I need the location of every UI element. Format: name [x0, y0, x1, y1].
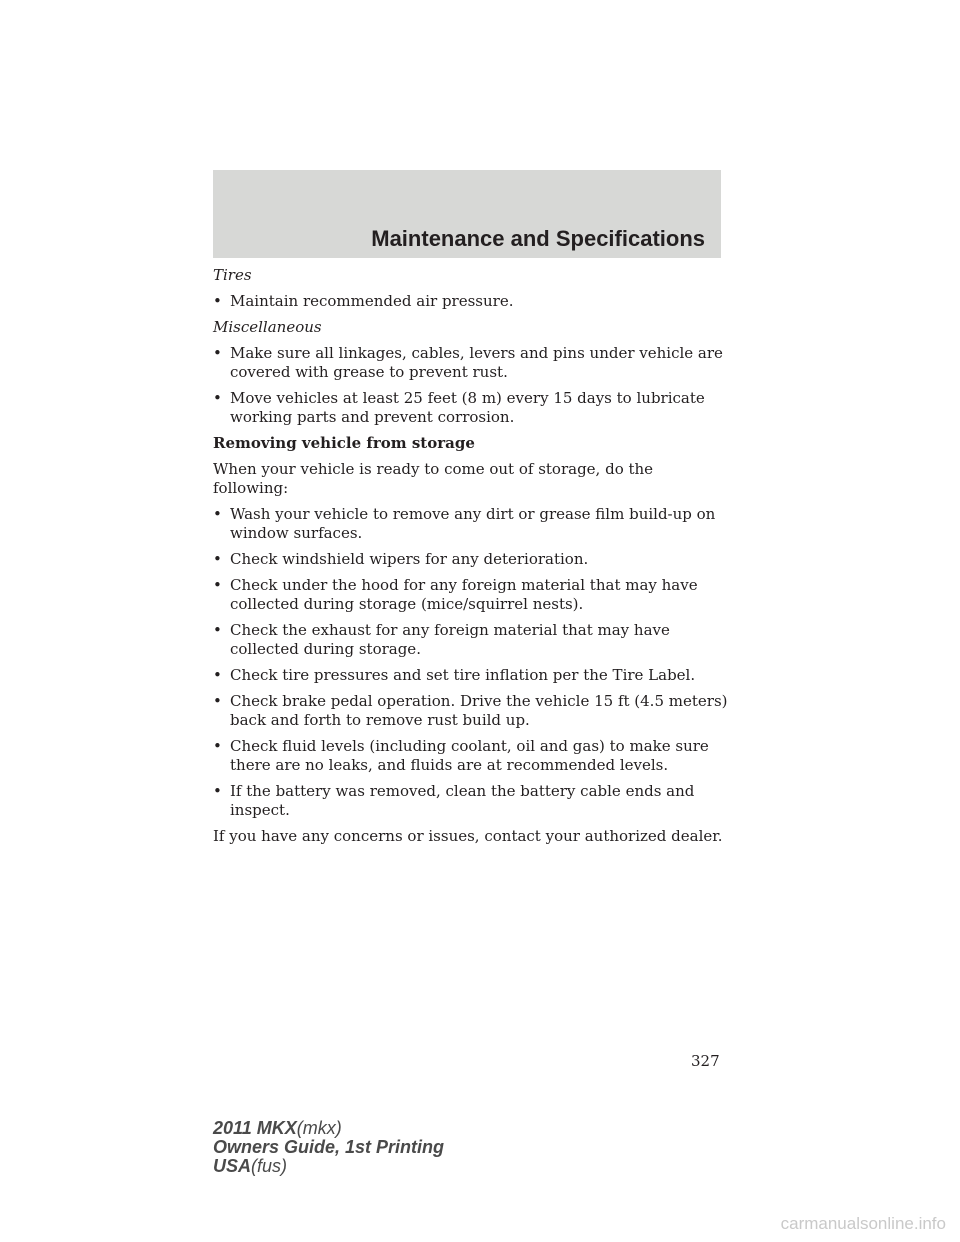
- removing-list: [213, 505, 728, 820]
- list-item-text: Make sure all linkages, cables, levers and pins under vehicle are covered with grease to prevent rust.: [230, 344, 723, 381]
- footer-market-code: (fus): [251, 1156, 288, 1176]
- bullet-icon: •: [213, 389, 222, 407]
- list-item-text: Maintain recommended air pressure.: [230, 292, 514, 310]
- list-item: [213, 576, 728, 614]
- misc-heading: Miscellaneous: [213, 318, 322, 336]
- list-item: [213, 505, 728, 543]
- print-footer: [213, 1119, 444, 1176]
- bullet-icon: •: [213, 692, 222, 710]
- tires-list: [213, 292, 728, 311]
- list-item-text: Wash your vehicle to remove any dirt or grease film build-up on window surfaces.: [230, 505, 716, 542]
- list-item: [213, 550, 728, 569]
- footer-printing: Owners Guide, 1st Printing: [213, 1137, 445, 1157]
- list-item-text: Check brake pedal operation. Drive the vehicle 15 ft (4.5 meters) back and forth to remove rust build up.: [230, 692, 728, 729]
- list-item-text: Move vehicles at least 25 feet (8 m) every 15 days to lubricate working parts and prevent corrosion.: [230, 389, 705, 426]
- footer-line-3: [213, 1157, 444, 1176]
- list-item: [213, 782, 728, 820]
- footer-model-code: (mkx): [296, 1118, 342, 1138]
- removing-intro: When your vehicle is ready to come out of storage, do the following:: [213, 460, 654, 497]
- list-item-text: Check fluid levels (including coolant, oil and gas) to make sure there are no leaks, and fluids are at recommended levels.: [230, 737, 709, 774]
- list-item-text: Check under the hood for any foreign material that may have collected during storage (mice/squirrel nests).: [230, 576, 698, 613]
- list-item-text: If the battery was removed, clean the battery cable ends and inspect.: [230, 782, 695, 819]
- bullet-icon: •: [213, 292, 222, 310]
- list-item: [213, 292, 728, 311]
- list-item: [213, 389, 728, 427]
- list-item: [213, 692, 728, 730]
- bullet-icon: •: [213, 550, 222, 568]
- tires-heading: Tires: [213, 266, 252, 284]
- bullet-icon: •: [213, 621, 222, 639]
- list-item-text: Check windshield wipers for any deterioration.: [230, 550, 589, 568]
- misc-list: [213, 344, 728, 427]
- page-content: [213, 266, 728, 853]
- section-header-band: [213, 170, 721, 258]
- footer-line-2: [213, 1138, 444, 1157]
- footer-line-1: [213, 1119, 444, 1138]
- bullet-icon: •: [213, 344, 222, 362]
- list-item-text: Check tire pressures and set tire inflation per the Tire Label.: [230, 666, 696, 684]
- list-item: [213, 621, 728, 659]
- footer-market: USA: [213, 1156, 252, 1176]
- bullet-icon: •: [213, 505, 222, 523]
- footer-model: 2011 MKX: [213, 1118, 297, 1138]
- page-number: 327: [691, 1052, 720, 1070]
- removing-heading: Removing vehicle from storage: [213, 434, 475, 452]
- bullet-icon: •: [213, 576, 222, 594]
- list-item: [213, 344, 728, 382]
- bullet-icon: •: [213, 737, 222, 755]
- list-item-text: Check the exhaust for any foreign material that may have collected during storage.: [230, 621, 670, 658]
- bullet-icon: •: [213, 782, 222, 800]
- bullet-icon: •: [213, 666, 222, 684]
- list-item: [213, 737, 728, 775]
- list-item: [213, 666, 728, 685]
- section-title: Maintenance and Specifications: [371, 226, 705, 251]
- watermark-link[interactable]: carmanualsonline.info: [780, 1214, 946, 1233]
- closing-text: If you have any concerns or issues, contact your authorized dealer.: [213, 827, 723, 845]
